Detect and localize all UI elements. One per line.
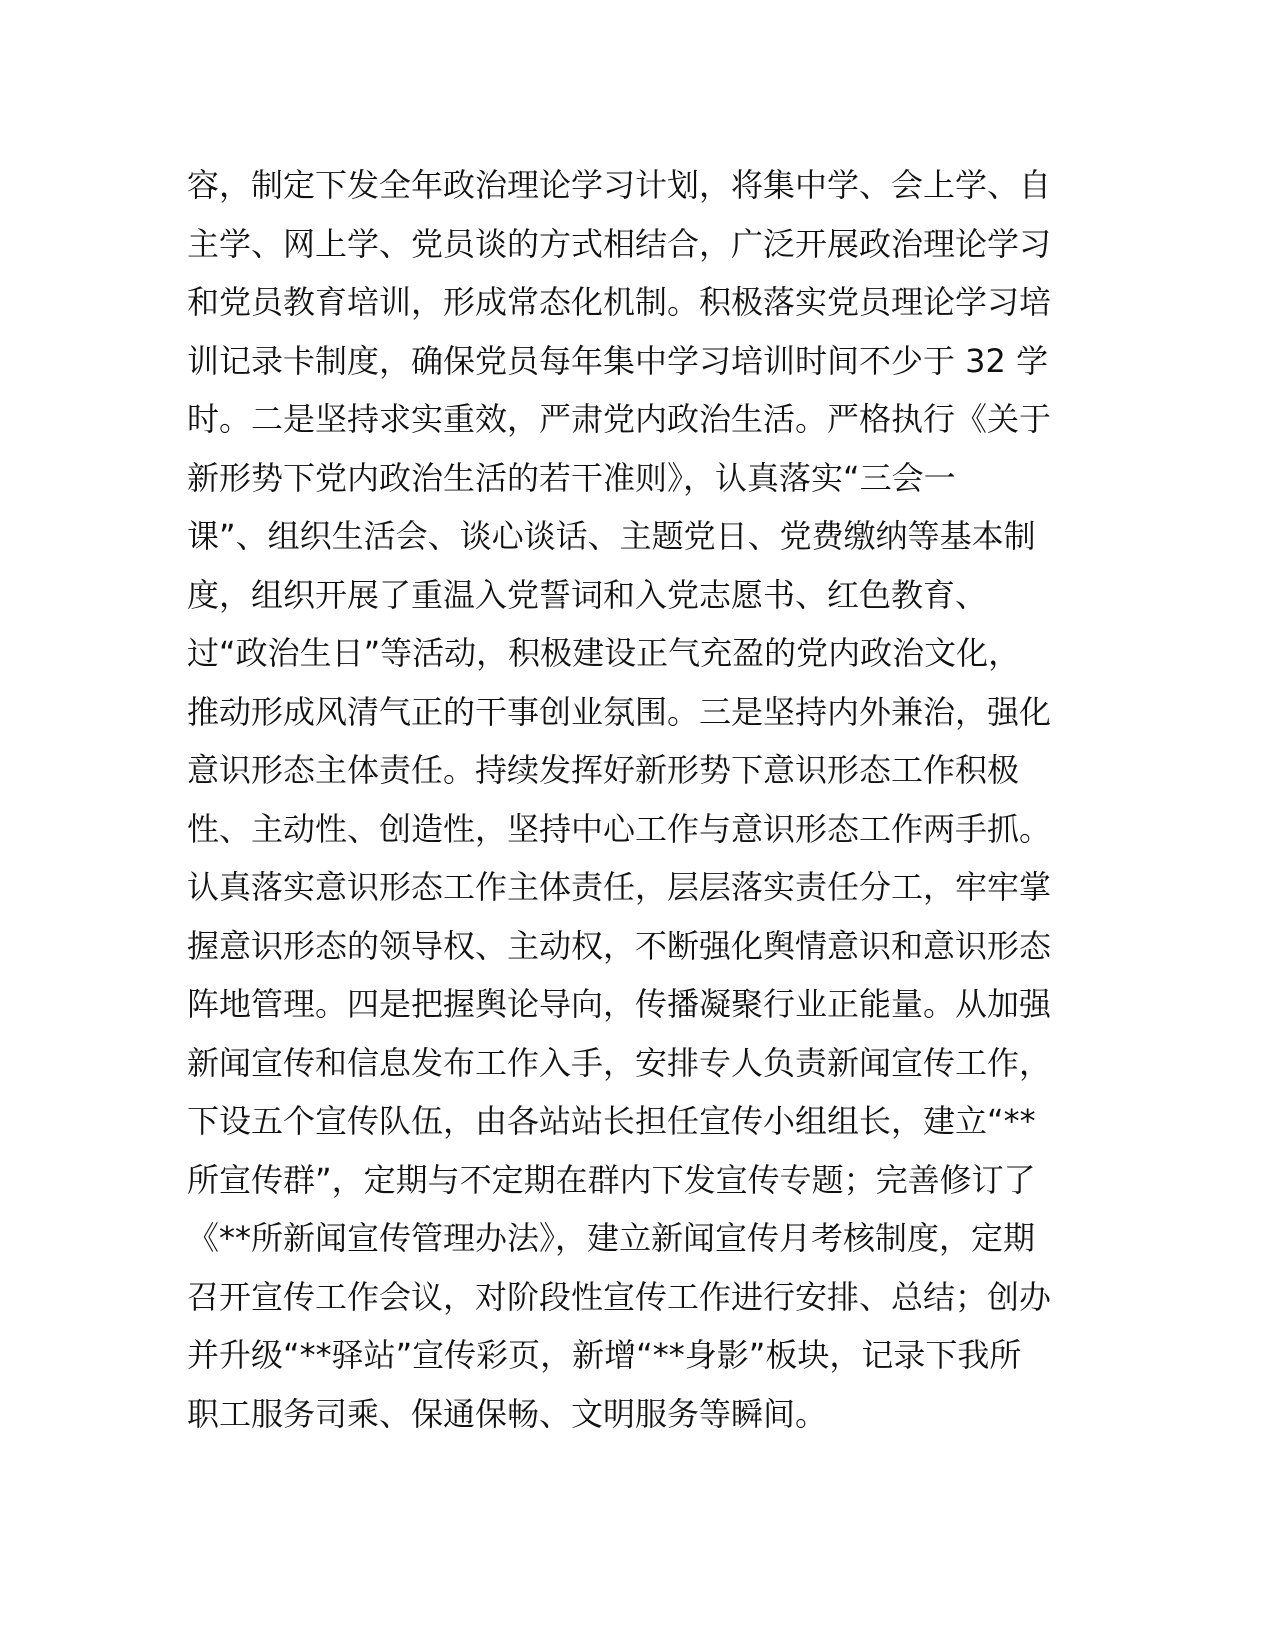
text-line: 时。二是坚持求实重效，严肃党内政治生活。严格执行《关于 [187,400,1052,438]
text-line: 意识形态主体责任。持续发挥好新形势下意识形态工作积极 [187,751,1020,789]
text-line: 训记录卡制度，确保党员每年集中学习培训时间不少于 32 学 [187,341,1049,380]
text-line: 《**所新闻宣传管理办法》，建立新闻宣传月考核制度，定期 [187,1219,1036,1257]
text-line: 度，组织开展了重温入党誓词和入党志愿书、红色教育、 [187,575,988,614]
text-line: 新形势下党内政治生活的若干准则》，认真落实“三会一 [187,458,956,497]
text-line: 召开宣传工作会议，对阶段性宣传工作进行安排、总结；创办 [187,1277,1052,1316]
text-line: 新闻宣传和信息发布工作入手，安排专人负责新闻宣传工作， [187,1043,1052,1082]
text-line: 容，制定下发全年政治理论学习计划，将集中学、会上学、自 [187,166,1052,204]
text-line: 认真落实意识形态工作主体责任，层层落实责任分工，牢牢掌 [187,868,1052,906]
text-line: 职工服务司乘、保通保畅、文明服务等瞬间。 [187,1394,828,1433]
text-line: 下设五个宣传队伍，由各站站长担任宣传小组组长，建立“** [187,1102,1036,1140]
text-line: 阵地管理。四是把握舆论导向，传播凝聚行业正能量。从加强 [187,985,1052,1023]
text-line: 和党员教育培训，形成常态化机制。积极落实党员理论学习培 [187,283,1052,321]
text-line: 课”、组织生活会、谈心谈话、主题党日、党费缴纳等基本制 [187,517,1036,555]
text-line: 过“政治生日”等活动，积极建设正气充盈的党内政治文化， [187,634,1021,672]
text-line: 主学、网上学、党员谈的方式相结合，广泛开展政治理论学习 [187,224,1052,263]
text-line: 并升级“**驿站”宣传彩页，新增“**身影”板块，记录下我所 [187,1336,1022,1374]
text-line: 性、主动性、创造性，坚持中心工作与意识形态工作两手抓。 [187,809,1052,848]
body-paragraph [187,156,1092,1443]
text-line: 所宣传群”，定期与不定期在群内下发宣传专题；完善修订了 [187,1160,1036,1199]
text-line: 握意识形态的领导权、主动权，不断强化舆情意识和意识形态 [187,926,1052,965]
text-line: 推动形成风清气正的干事创业氛围。三是坚持内外兼治，强化 [187,692,1052,731]
